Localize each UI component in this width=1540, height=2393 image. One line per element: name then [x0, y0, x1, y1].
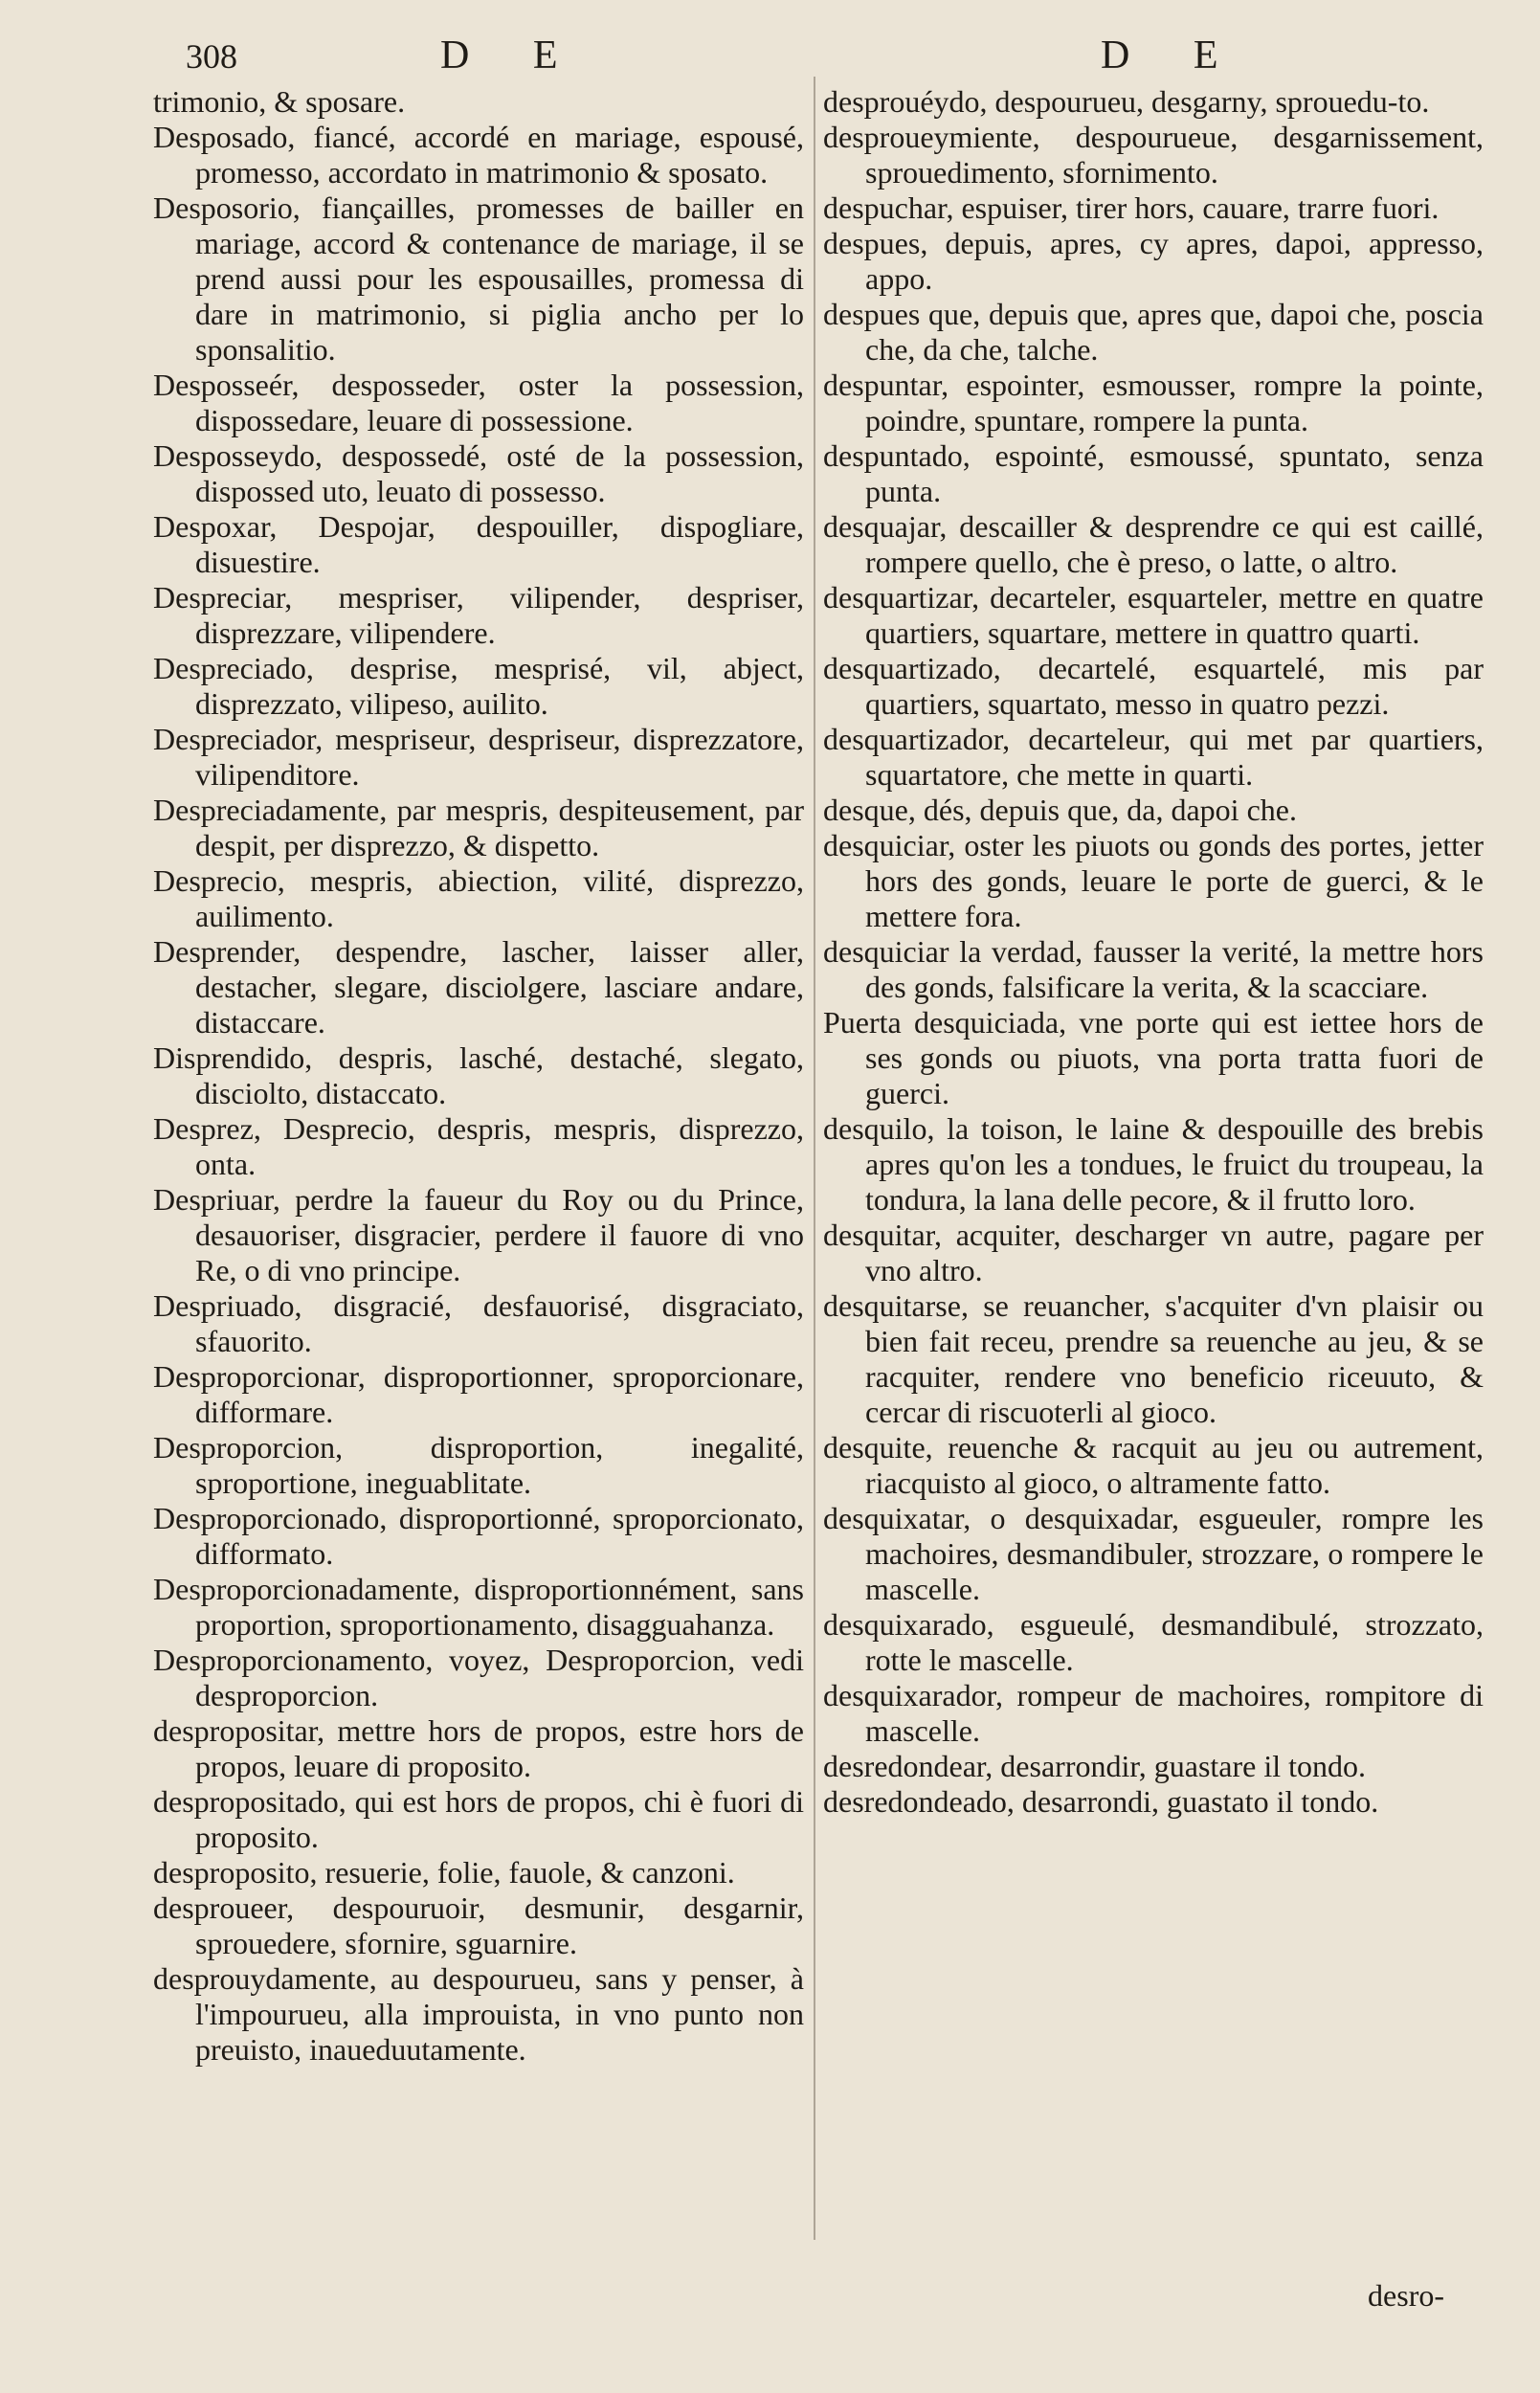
dictionary-entry: despropositar, mettre hors de propos, estre hors de propos, leuare di proposito. [153, 1713, 804, 1783]
left-column [153, 84, 804, 2068]
dictionary-entry: desquartizado, decartelé, esquartelé, mis par quartiers, squartato, messo in quatro pezzi. [823, 651, 1484, 721]
dictionary-entry: despropositado, qui est hors de propos, chi è fuori di proposito. [153, 1784, 804, 1854]
dictionary-entry: Despreciar, mespriser, vilipender, despriser, disprezzare, vilipendere. [153, 580, 804, 650]
dictionary-entry: desproueymiente, despourueue, desgarnissement, sprouedimento, sfornimento. [823, 120, 1484, 190]
dictionary-entry: Despreciadamente, par mespris, despiteusement, par despit, per disprezzo, & dispetto. [153, 793, 804, 862]
dictionary-entry: Desproporcionamento, voyez, Desproporcion, vedi desproporcion. [153, 1643, 804, 1712]
dictionary-entry: Desproporcionado, disproportionné, sproporcionato, difformato. [153, 1501, 804, 1571]
dictionary-entry: desque, dés, depuis que, da, dapoi che. [823, 793, 1297, 827]
dictionary-entry: desredondeado, desarrondi, guastato il tondo. [823, 1784, 1379, 1819]
dictionary-entry: desprouydamente, au despourueu, sans y penser, à l'impourueu, alla improuista, in vno punto non preuisto, inaueduutamente. [153, 1961, 804, 2067]
dictionary-entry: Despriuado, disgracié, desfauorisé, disgraciato, sfauorito. [153, 1288, 804, 1358]
page-number: 308 [186, 37, 237, 76]
dictionary-entry: trimonio, & sposare. [153, 84, 406, 119]
dictionary-entry: desproposito, resuerie, folie, fauole, & canzoni. [153, 1855, 735, 1890]
dictionary-entry: despuntado, espointé, esmoussé, spuntato, senza punta. [823, 438, 1484, 508]
dictionary-entry: despuchar, espuiser, tirer hors, cauare, trarre fuori. [823, 190, 1440, 225]
dictionary-entry: Desposorio, fiançailles, promesses de bailler en mariage, accord & contenance de mariage, il se prend aussi pour les espousailles, promessa di dare in matrimonio, si piglia ancho per lo sponsalitio. [153, 190, 804, 367]
dictionary-entry: desquartizar, decarteler, esquarteler, mettre en quatre quartiers, squartare, mettere in quattro quarti. [823, 580, 1484, 650]
right-running-head: D E [1101, 34, 1245, 78]
dictionary-entry: Desposseydo, despossedé, osté de la possession, dispossed uto, leuato di possesso. [153, 438, 804, 508]
dictionary-entry: despues que, depuis que, apres que, dapoi che, poscia che, da che, talche. [823, 297, 1484, 367]
dictionary-entry: Desposseér, desposseder, oster la possession, dispossedare, leuare di possessione. [153, 368, 804, 437]
dictionary-entry: desprouéydo, despourueu, desgarny, sprouedu-to. [823, 84, 1430, 119]
dictionary-entry: desquilo, la toison, le laine & despouille des brebis apres qu'on les a tondues, le fruict du troupeau, la tondura, la lana delle pecore, & il frutto loro. [823, 1111, 1484, 1217]
dictionary-entry: Desproporcion, disproportion, inegalité, sproportione, ineguablitate. [153, 1430, 804, 1500]
dictionary-entry: desproueer, despouruoir, desmunir, desgarnir, sprouedere, sfornire, sguarnire. [153, 1890, 804, 1960]
left-running-head: D E [440, 34, 585, 78]
dictionary-entry: desquixatar, o desquixadar, esgueuler, rompre les machoires, desmandibuler, strozzare, o rompere le mascelle. [823, 1501, 1484, 1606]
dictionary-entry: despuntar, espointer, esmousser, rompre la pointe, poindre, spuntare, rompere la punta. [823, 368, 1484, 437]
dictionary-entry: Desposado, fiancé, accordé en mariage, espousé, promesso, accordato in matrimonio & sposato. [153, 120, 804, 190]
dictionary-entry: desquiciar la verdad, fausser la verité, la mettre hors des gonds, falsificare la verita, & la scacciare. [823, 934, 1484, 1004]
dictionary-entry: desquiciar, oster les piuots ou gonds des portes, jetter hors des gonds, leuare le porte de guerci, & le mettere fora. [823, 828, 1484, 933]
dictionary-entry: Despreciado, desprise, mesprisé, vil, abject, disprezzato, vilipeso, auilito. [153, 651, 804, 721]
dictionary-entry: Desproporcionadamente, disproportionnément, sans proportion, sproportionamento, disagguahanza. [153, 1572, 804, 1642]
dictionary-entry: Desprecio, mespris, abiection, vilité, disprezzo, auilimento. [153, 863, 804, 933]
catchword: desro- [1368, 2278, 1444, 2313]
dictionary-entry: desredondear, desarrondir, guastare il tondo. [823, 1749, 1367, 1783]
dictionary-entry: Despriuar, perdre la faueur du Roy ou du Prince, desauoriser, disgracier, perdere il fauore di vno Re, o di vno principe. [153, 1182, 804, 1287]
dictionary-entry: desquite, reuenche & racquit au jeu ou autrement, riacquisto al gioco, o altramente fatto. [823, 1430, 1484, 1500]
dictionary-entry: Despoxar, Despojar, despouiller, dispogliare, disuestire. [153, 509, 804, 579]
right-column [823, 84, 1484, 1820]
dictionary-entry: Disprendido, despris, lasché, destaché, slegato, disciolto, distaccato. [153, 1040, 804, 1110]
dictionary-entry: desquixarado, esgueulé, desmandibulé, strozzato, rotte le mascelle. [823, 1607, 1484, 1677]
dictionary-entry: desquitar, acquiter, descharger vn autre, pagare per vno altro. [823, 1218, 1484, 1287]
dictionary-entry: desquixarador, rompeur de machoires, rompitore di mascelle. [823, 1678, 1484, 1748]
dictionary-entry: desquajar, descailler & desprendre ce qui est caillé, rompere quello, che è preso, o latte, o altro. [823, 509, 1484, 579]
dictionary-entry: Desprender, despendre, lascher, laisser aller, destacher, slegare, disciolgere, lasciare andare, distaccare. [153, 934, 804, 1040]
dictionary-entry: Desproporcionar, disproportionner, sproporcionare, difformare. [153, 1359, 804, 1429]
dictionary-entry: despues, depuis, apres, cy apres, dapoi, appresso, appo. [823, 226, 1484, 296]
dictionary-entry: desquitarse, se reuancher, s'acquiter d'vn plaisir ou bien fait receu, prendre sa reuenche au jeu, & se racquiter, rendere vno beneficio riceuuto, & cercar di riscuoterli al gioco. [823, 1288, 1484, 1429]
dictionary-entry: Desprez, Desprecio, despris, mespris, disprezzo, onta. [153, 1111, 804, 1181]
dictionary-entry: desquartizador, decarteleur, qui met par quartiers, squartatore, che mette in quarti. [823, 722, 1484, 792]
column-divider [814, 77, 815, 2240]
dictionary-entry: Despreciador, mespriseur, despriseur, disprezzatore, vilipenditore. [153, 722, 804, 792]
dictionary-entry: Puerta desquiciada, vne porte qui est iettee hors de ses gonds ou piuots, vna porta tratta fuori de guerci. [823, 1005, 1484, 1110]
